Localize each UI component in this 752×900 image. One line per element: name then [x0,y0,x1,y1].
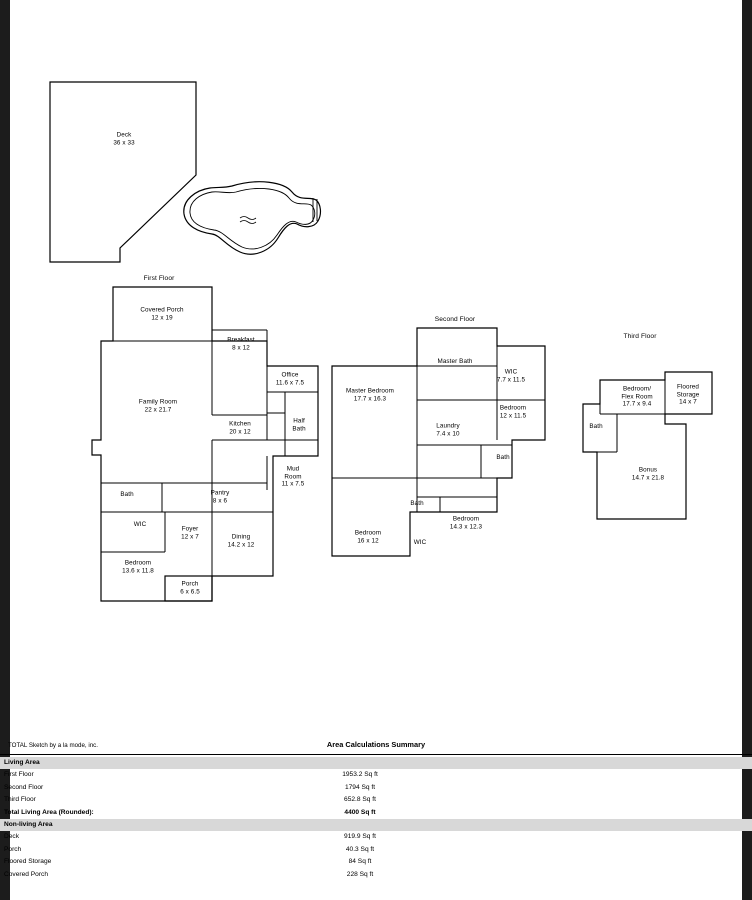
room-label-bedroom-second-c: Bedroom 16 x 12 [354,529,382,544]
room-label-mud-room: Mud Room 11 x 7.5 [281,465,305,488]
room-label-half-bath: Half Bath [292,417,306,432]
floor-header-first: First Floor [143,275,175,283]
room-label-bedroom-first: Bedroom 13.6 x 11.8 [122,559,154,574]
room-label-wic-second: WIC [413,539,427,547]
table-row-total-living: Total Living Area (Rounded): 4400 Sq ft [4,808,376,816]
room-label-deck: Deck 36 x 33 [113,131,135,146]
table-row: Second Floor 1794 Sq ft [4,783,376,791]
room-label-master-bath: Master Bath [437,358,473,366]
room-label-kitchen: Kitchen 20 x 12 [229,420,251,435]
first-floor-interior-walls [101,287,318,576]
table-row: Floored Storage 84 Sq ft [4,858,372,866]
summary-table [0,757,752,881]
pool-ripple-2 [240,221,256,224]
room-label-breakfast: Breakfast 8 x 12 [227,336,255,351]
summary-section-header-nonliving: Non-living Area [0,819,752,831]
room-label-office: Office 11.6 x 7.5 [275,371,305,386]
room-label-wic-master: WIC 7.7 x 11.5 [496,368,526,383]
room-label-family-room: Family Room 22 x 21.7 [138,398,178,413]
room-label-bath-second-a: Bath [496,454,510,462]
room-label-bedroom-second-b: Bedroom 14.3 x 12.3 [449,515,483,530]
room-label-master-bedroom: Master Bedroom 17.7 x 16.3 [346,387,394,402]
room-label-covered-porch: Covered Porch 12 x 19 [140,306,184,321]
floor-header-second: Second Floor [434,316,476,324]
room-label-bath-second-b: Bath [410,500,424,508]
room-label-pantry: Pantry 8 x 6 [210,489,230,504]
room-label-porch: Porch 6 x 6.5 [180,580,200,595]
first-floor-outline [92,287,318,601]
pool-ripple-1 [240,217,256,220]
room-label-dining: Dining 14.2 x 12 [227,533,255,548]
floor-header-third: Third Floor [623,333,657,341]
third-floor-interior-walls [583,372,686,452]
summary-section-header-living: Living Area [0,757,752,769]
pool-inner-edge [190,188,315,248]
table-row: Deck 919.9 Sq ft [4,833,376,841]
room-label-foyer: Foyer 12 x 7 [181,525,199,540]
room-label-bath-third: Bath [589,423,603,431]
sketch-credit: TOTAL Sketch by a la mode, inc. [8,742,98,749]
deck-outline [50,82,196,262]
room-label-bonus: Bonus 14.7 x 21.8 [631,466,665,481]
table-row: Third Floor 652.8 Sq ft [4,796,376,804]
room-label-bedroom-second-a: Bedroom 12 x 11.5 [499,404,527,419]
table-row: Porch 40.3 Sq ft [4,845,375,853]
pool-outline [184,182,321,254]
room-label-floored-storage: Floored Storage 14 x 7 [676,383,700,406]
table-row: First Floor 1953.2 Sq ft [4,771,378,779]
room-label-bedroom-flex-room: Bedroom/ Flex Room 17.7 x 9.4 [621,385,653,408]
room-label-wic-first: WIC [133,521,147,529]
summary-title: Area Calculations Summary [326,740,426,749]
room-label-bath-first: Bath [120,491,134,499]
table-row: Covered Porch 228 Sq ft [4,870,374,878]
room-label-laundry: Laundry 7.4 x 10 [436,422,460,437]
summary-divider [0,754,752,755]
